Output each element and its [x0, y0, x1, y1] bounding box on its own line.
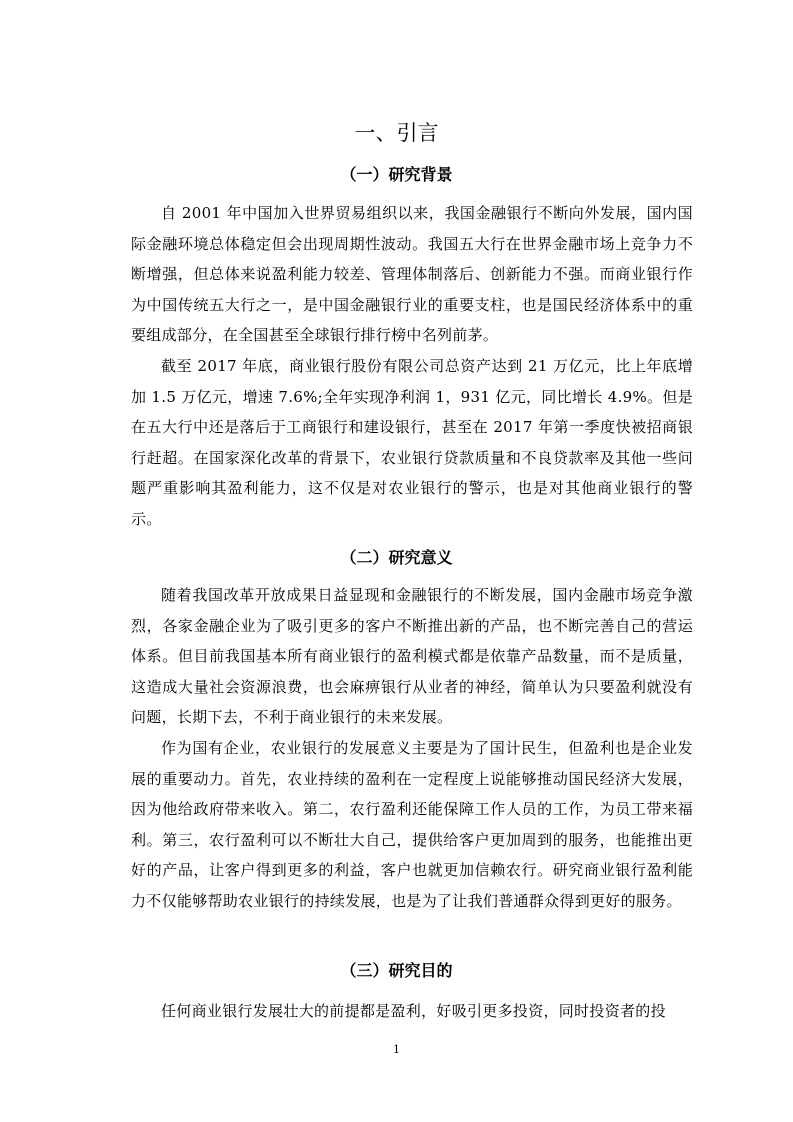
section-heading-purpose: （三）研究目的: [340, 961, 453, 980]
chapter-title: 一、引言: [354, 121, 439, 145]
paragraph-background-1: 自 2001 年中国加入世界贸易组织以来，我国金融银行不断向外发展，国内国际金融环境总体稳定但会出现周期性波动。我国五大行在世界金融市场上竞争力不断增强，但总体来说盈利能力较差、管理体制落后、创新能力不强。而商业银行作为中国传统五大行之一，是中国金融银行业的重要支柱，也是国民经济体系中的重要组成部分，在全国甚至全球银行排行榜中名列前茅。: [131, 204, 693, 345]
section-heading-significance: （二）研究意义: [340, 548, 453, 567]
paragraph-background-2: 截至 2017 年底，商业银行股份有限公司总资产达到 21 万亿元，比上年底增加 1.5 万亿元，增速 7.6%;全年实现净利润 1，931 亿元，同比增长 4.9%。但是在五大行中还是落后于工商银行和建设银行，甚至在 2017 年第一季度快被招商银行赶超。在国家深化改革的背景下，农业银行贷款质量和不良贷款率及其他一些问题严重影响其盈利能力，这不仅是对农业银行的警示，也是对其他商业银行的警示。: [131, 357, 693, 528]
page-number: 1: [393, 1043, 400, 1056]
paragraph-significance-2: 作为国有企业，农业银行的发展意义主要是为了国计民生，但盈利也是企业发展的重要动力。首先，农业持续的盈利在一定程度上说能够推动国民经济大发展，因为他给政府带来收入。第二，农行盈利还能保障工作人员的工作，为员工带来福利。第三，农行盈利可以不断壮大自己，提供给客户更加周到的服务，也能推出更好的产品，让客户得到更多的利益，客户也就更加信赖农行。研究商业银行盈利能力不仅能够帮助农业银行的持续发展，也是为了让我们普通群众得到更好的服务。: [131, 739, 693, 910]
paragraph-significance-1: 随着我国改革开放成果日益显现和金融银行的不断发展，国内金融市场竞争激烈，各家金融企业为了吸引更多的客户不断推出新的产品，也不断完善自己的营运体系。但目前我国基本所有商业银行的盈利模式都是依靠产品数量，而不是质量，这造成大量社会资源浪费，也会麻痹银行从业者的神经，简单认为只要盈利就没有问题，长期下去，不利于商业银行的未来发展。: [131, 586, 693, 727]
section-heading-background: （一）研究背景: [340, 165, 453, 184]
paragraph-purpose-1: 任何商业银行发展壮大的前提都是盈利，好吸引更多投资，同时投资者的投: [161, 1002, 666, 1020]
